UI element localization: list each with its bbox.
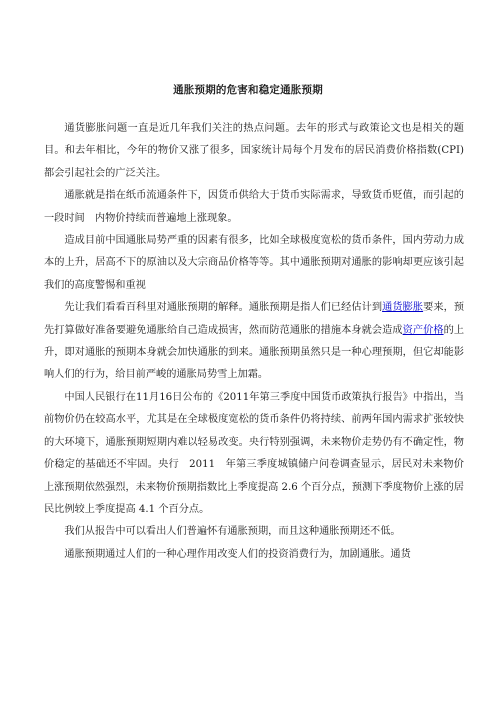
paragraph-3: 造成目前中国通胀局势严重的因素有很多，比如全球极度宽松的货币条件，国内劳动力成本的上升，居高不下的原油以及大宗商品价格等等。其中通胀预期对通胀的影响却更应该引起我们的高度警惕和重视 bbox=[44, 235, 464, 291]
paragraph-7: 通胀预期通过人们的一种心理作用改变人们的投资消费行为，加剧通胀。通货 bbox=[64, 548, 411, 560]
paragraph-4-text-a: 先让我们看看百科里对通胀预期的解释。通胀预期是指人们已经估计到 bbox=[64, 302, 383, 314]
paragraph-4-text-b: 要来，预先打算做好准备要避免通胀给自己造成损害，然而防范通胀的措施本身就会造成 bbox=[44, 302, 465, 336]
link-inflation[interactable]: 通货膨胀 bbox=[382, 302, 424, 314]
document-title: 通胀预期的危害和稳定通胀预期 bbox=[173, 84, 323, 96]
document-body bbox=[44, 118, 464, 566]
paragraph-4-text-c: 的上升，即对通胀的预期本身就会加快通胀的到来。通胀预期虽然只是一种心理预期，但它却能影响人们的行为，给目前严峻的通胀局势雪上加霜。 bbox=[44, 324, 465, 381]
link-asset-price[interactable]: 资产价格 bbox=[402, 324, 444, 336]
paragraph-1: 通货膨胀问题一直是近几年我们关注的热点问题。去年的形式与政策论文也是相关的题目。和去年相比，今年的物价又涨了很多，国家统计局每个月发布的居民消费价格指数(CPI)都会引起社会的广泛关注。 bbox=[44, 123, 464, 179]
paragraph-6: 我们从报告中可以看出人们普遍怀有通胀预期，而且这种通胀预期还不低。 bbox=[64, 526, 401, 538]
paragraph-4 bbox=[44, 297, 464, 387]
paragraph-2: 通胀就是指在纸币流通条件下，因货币供给大于货币实际需求，导致货币贬值，而引起的一段时间 内物价持续而普遍地上涨现象。 bbox=[44, 190, 464, 224]
paragraph-5: 中国人民银行在11月16日公布的《2011年第三季度中国货币政策执行报告》中指出，当前物价仍在较高水平，尤其是在全球极度宽松的货币条件仍将持续、前两年国内需求扩张较快的大环境下，通胀预期短期内难以轻易改变。央行特别强调，未来物价走势仍有不确定性，物价稳定的基础还不牢固。央行 2011 年第三季度城镇储户问卷调查显示，居民对未来物价上涨预期依然强烈，未来物价预期指数比上季度提高 2.6 个百分点，预测下季度物价上涨的居民比例较上季度提高 4.1 个百分点。 bbox=[44, 391, 464, 515]
